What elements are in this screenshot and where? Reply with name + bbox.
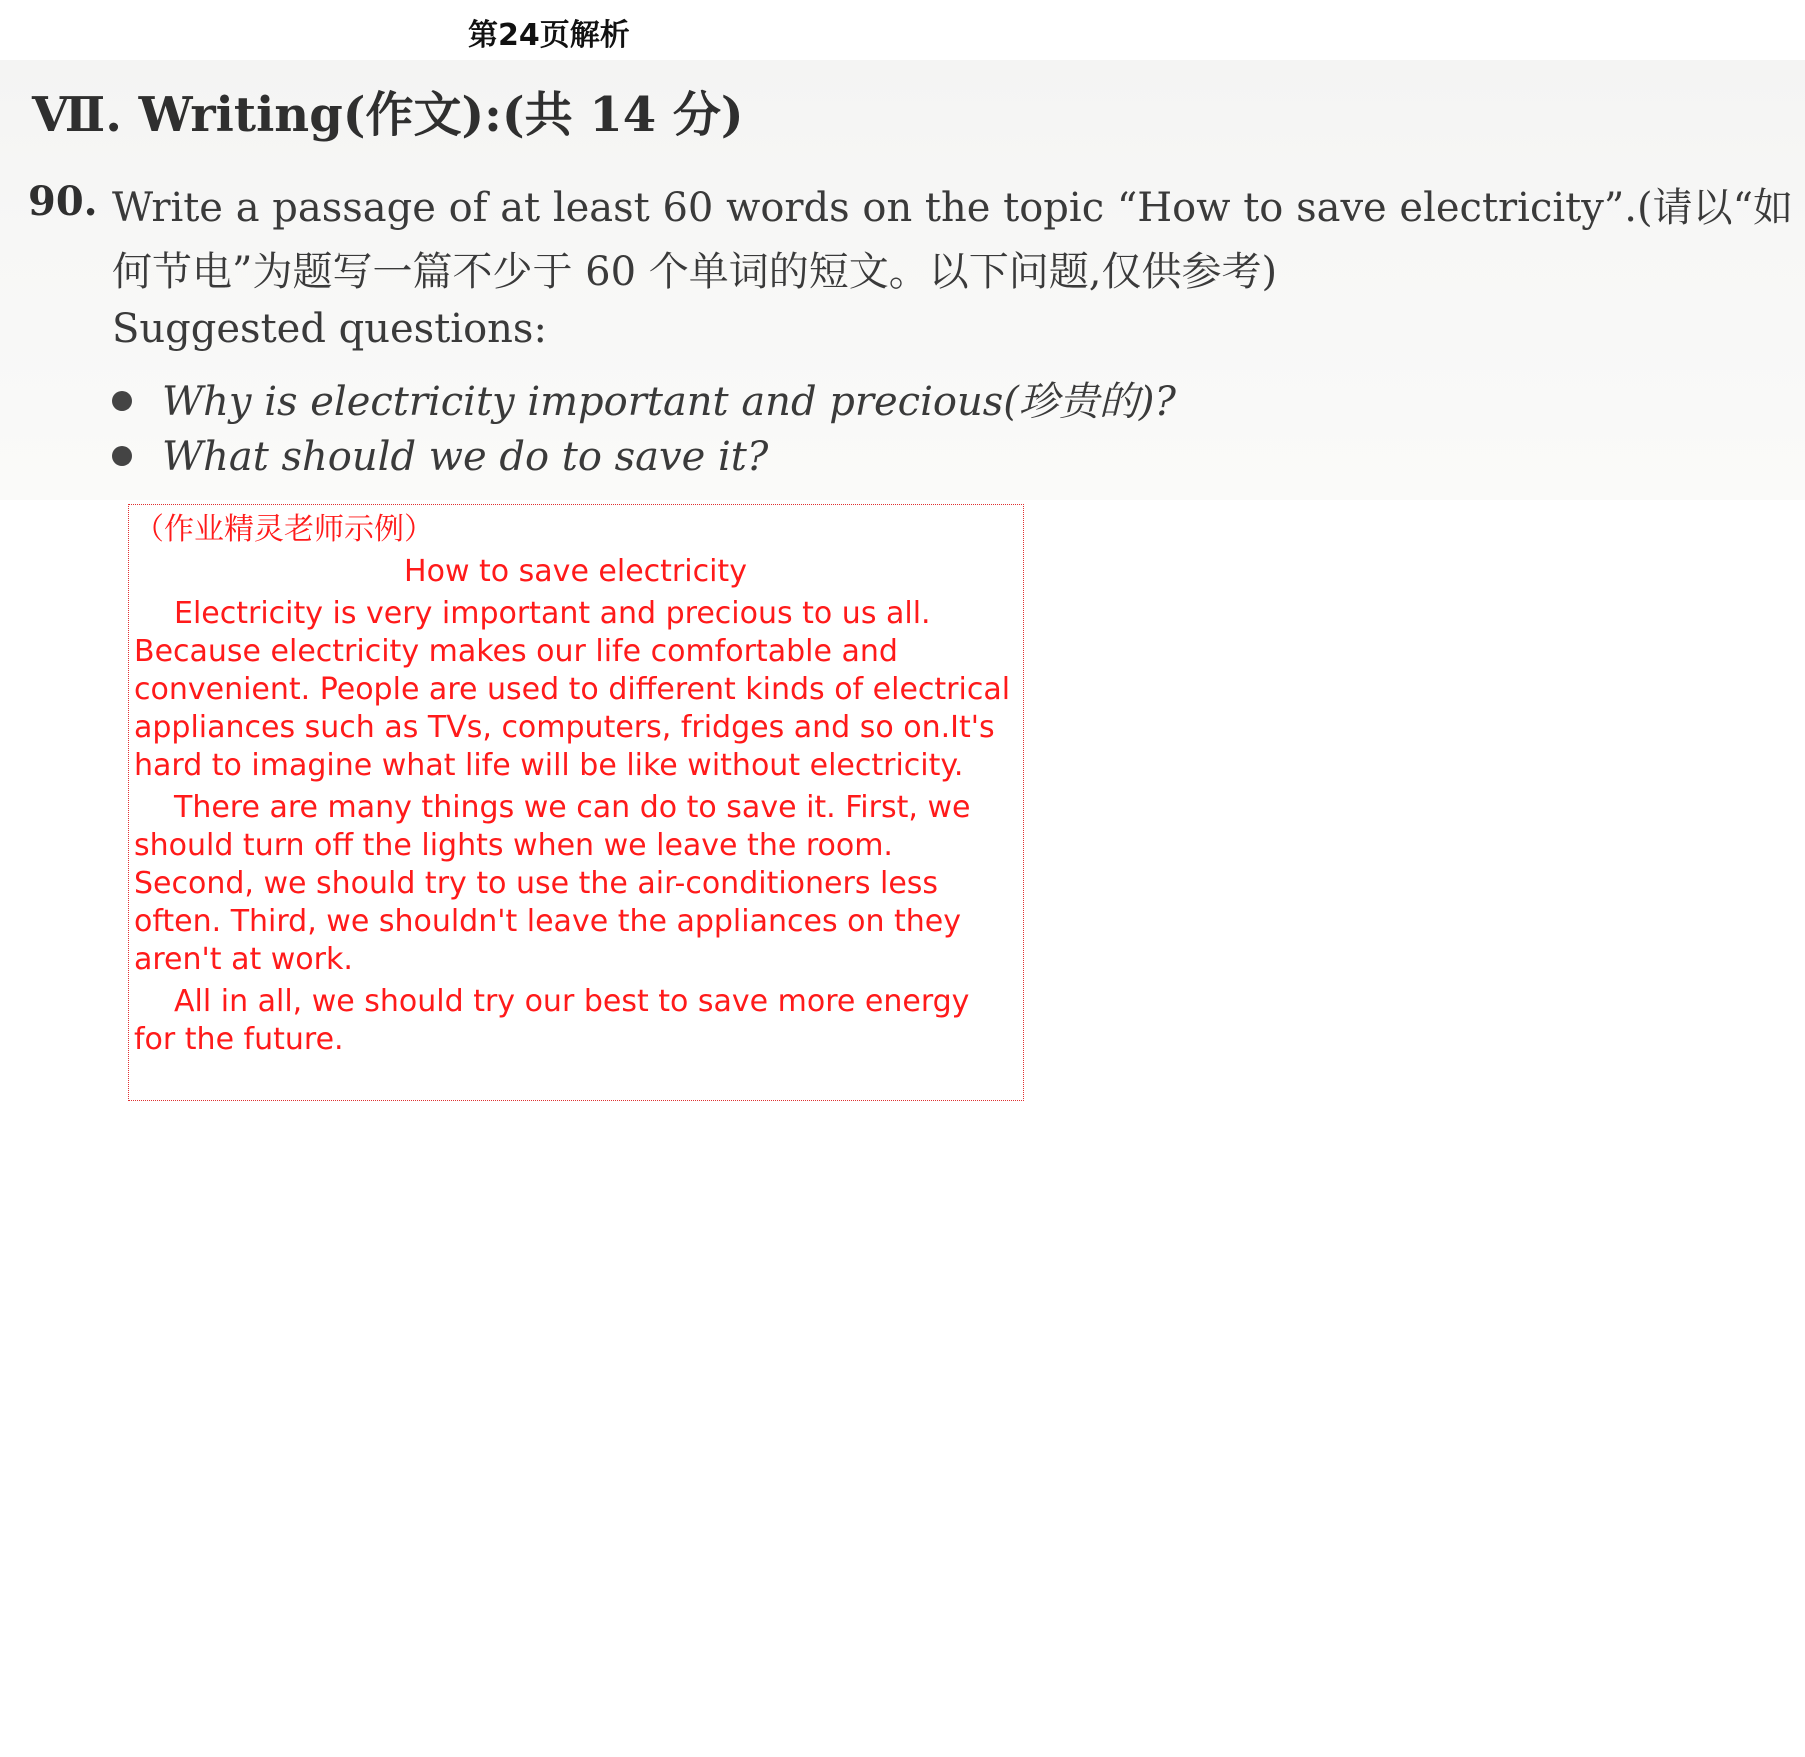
sample-answer-box	[128, 504, 1024, 1101]
suggested-question-item	[112, 434, 768, 480]
answer-title: How to save electricity	[404, 554, 747, 589]
section-title: Ⅶ. Writing(作文):(共 14 分)	[32, 87, 744, 143]
answer-paragraph: Electricity is very important and precious to us all. Because electricity makes our life comfortable and convenient. People are used to different kinds of electrical appliances such as TVs, computers, fridges and so on.It's hard to imagine what life will be like without electricity.	[134, 596, 1011, 783]
suggested-question-text: What should we do to save it?	[162, 434, 769, 480]
bullet-icon	[112, 391, 132, 411]
suggested-questions-label: Suggested questions:	[112, 306, 547, 352]
answer-note: （作业精灵老师示例）	[134, 512, 434, 547]
answer-paragraph: There are many things we can do to save it. First, we should turn off the lights when we leave the room. Second, we should try to use the air-conditioners less often. Third, we shouldn't leave the appliances on they aren't at work.	[134, 790, 971, 977]
page-title: 第24页解析	[468, 18, 630, 53]
bullet-icon	[112, 446, 132, 466]
question-prompt-line-1: Write a passage of at least 60 words on the topic “How to save electricity”.(请以“如	[112, 185, 1794, 231]
question-prompt-line-2: 何节电”为题写一篇不少于 60 个单词的短文。以下问题,仅供参考)	[112, 249, 1278, 295]
answer-paragraph: All in all, we should try our best to save more energy for the future.	[134, 984, 970, 1057]
suggested-question-text: Why is electricity important and precious(珍贵的)?	[162, 379, 1176, 425]
question-number: 90.	[28, 178, 98, 225]
suggested-question-item	[112, 370, 1176, 427]
